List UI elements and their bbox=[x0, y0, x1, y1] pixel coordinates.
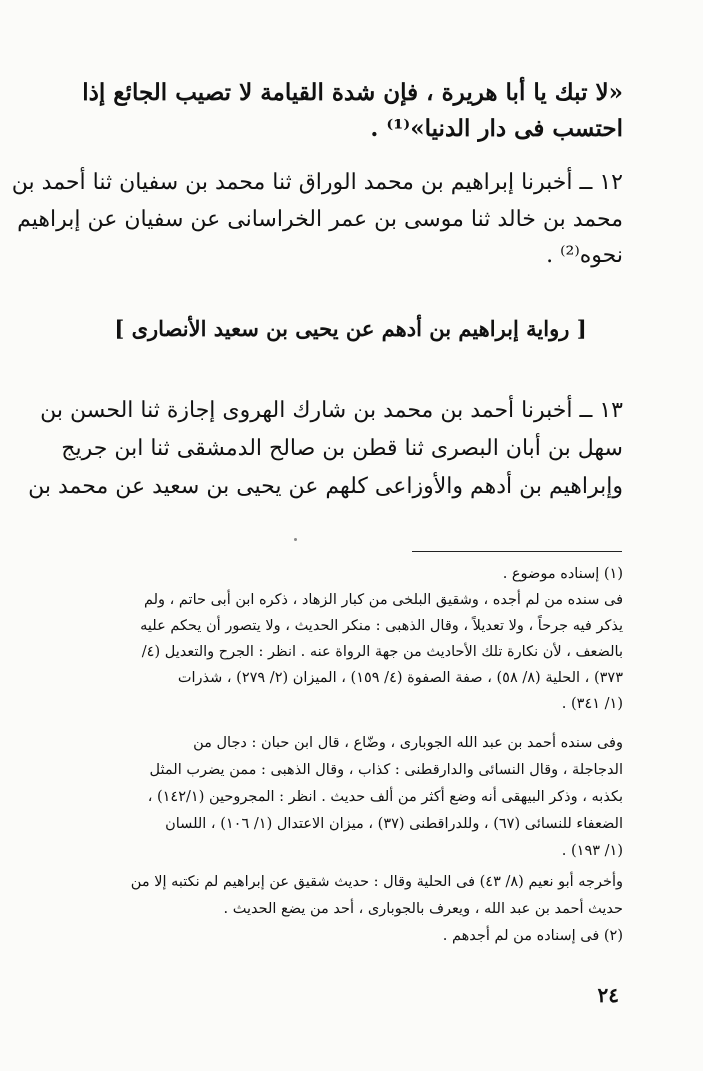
hadith-13-line-3: وإبراهيم بن أدهم والأوزاعى كلهم عن يحيى بن سعيد عن محمد بن bbox=[28, 474, 623, 499]
footnote-line: (١/ ١٩٣) . bbox=[561, 843, 623, 859]
section-heading: [ رواية إبراهيم بن أدهم عن يحيى بن سعيد الأنصارى ] bbox=[114, 316, 587, 341]
print-speck bbox=[294, 538, 297, 541]
footnote-line: وأخرجه أبو نعيم (٨/ ٤٣) فى الحلية وقال : حديث شقيق عن إبراهيم لم نكتبه إلا من bbox=[130, 874, 623, 890]
footnote-line: الدجاجلة ، وقال النسائى والدارقطنى : كذاب ، وقال الذهبى : ممن يضرب المثل bbox=[149, 762, 623, 778]
hadith-12-line-3: نحوه⁽²⁾ . bbox=[546, 243, 623, 268]
hadith-12-line-2: محمد بن خالد ثنا موسى بن عمر الخراسانى عن سفيان عن إبراهيم bbox=[17, 207, 623, 232]
footnote-line: وفى سنده أحمد بن عبد الله الجوبارى ، وضّاع ، قال ابن حبان : دجال من bbox=[193, 735, 623, 751]
footnote-line: بكذبه ، وذكر البيهقى أنه وضع أكثر من ألف حديث . انظر : المجروحين (١٤٢/١) ، bbox=[147, 789, 623, 805]
hadith-12-line-1: ١٢ ــ أخبرنا إبراهيم بن محمد الوراق ثنا محمد بن سفيان ثنا أحمد بن bbox=[11, 170, 623, 195]
footnote-line: بالضعف ، لأن نكارة تلك الأحاديث من جهة الرواة عنه . انظر : الجرح والتعديل (٤/ bbox=[141, 644, 623, 660]
footnote-line: يذكر فيه جرحاً ، ولا تعديلاً ، وقال الذهبى : منكر الحديث ، ولا يتصور أن يحكم عليه bbox=[140, 618, 623, 634]
footnote-2: (٢) فى إسناده من لم أجدهم . bbox=[442, 928, 623, 944]
footnote-line: (١/ ٣٤١) . bbox=[561, 696, 623, 712]
footnote-line: الضعفاء للنسائى (٦٧) ، وللدراقطنى (٣٧) ، ميزان الاعتدال (١/ ١٠٦) ، اللسان bbox=[165, 816, 623, 832]
hadith-13-line-2: سهل بن أبان البصرى ثنا قطن بن صالح الدمشقى ثنا ابن جريج bbox=[61, 436, 623, 461]
hadith-11-line-1: «لا تبك يا أبا هريرة ، فإن شدة القيامة لا تصيب الجائع إذا bbox=[82, 79, 623, 106]
footnote-line: حديث أحمد بن عبد الله ، ويعرف بالجوبارى ، أحد من يضع الحديث . bbox=[223, 901, 623, 917]
hadith-13-line-1: ١٣ ــ أخبرنا أحمد بن محمد بن شارك الهروى إجازة ثنا الحسن بن bbox=[40, 398, 623, 423]
footnote-line: فى سنده من لم أجده ، وشقيق البلخى من كبار الزهاد ، ذكره ابن أبى حاتم ، ولم bbox=[143, 592, 623, 608]
footnote-line: ٣٧٣) ، الحلية (٨/ ٥٨) ، صفة الصفوة (٤/ ١٥٩) ، الميزان (٢/ ٢٧٩) ، شذرات bbox=[177, 670, 623, 686]
footnote-1-heading: (١) إسناده موضوع . bbox=[502, 566, 623, 582]
hadith-11-line-2: احتسب فى دار الدنيا»⁽¹⁾ . bbox=[370, 115, 623, 142]
page-number: ٢٤ bbox=[597, 983, 619, 1007]
footnote-separator bbox=[412, 551, 622, 552]
